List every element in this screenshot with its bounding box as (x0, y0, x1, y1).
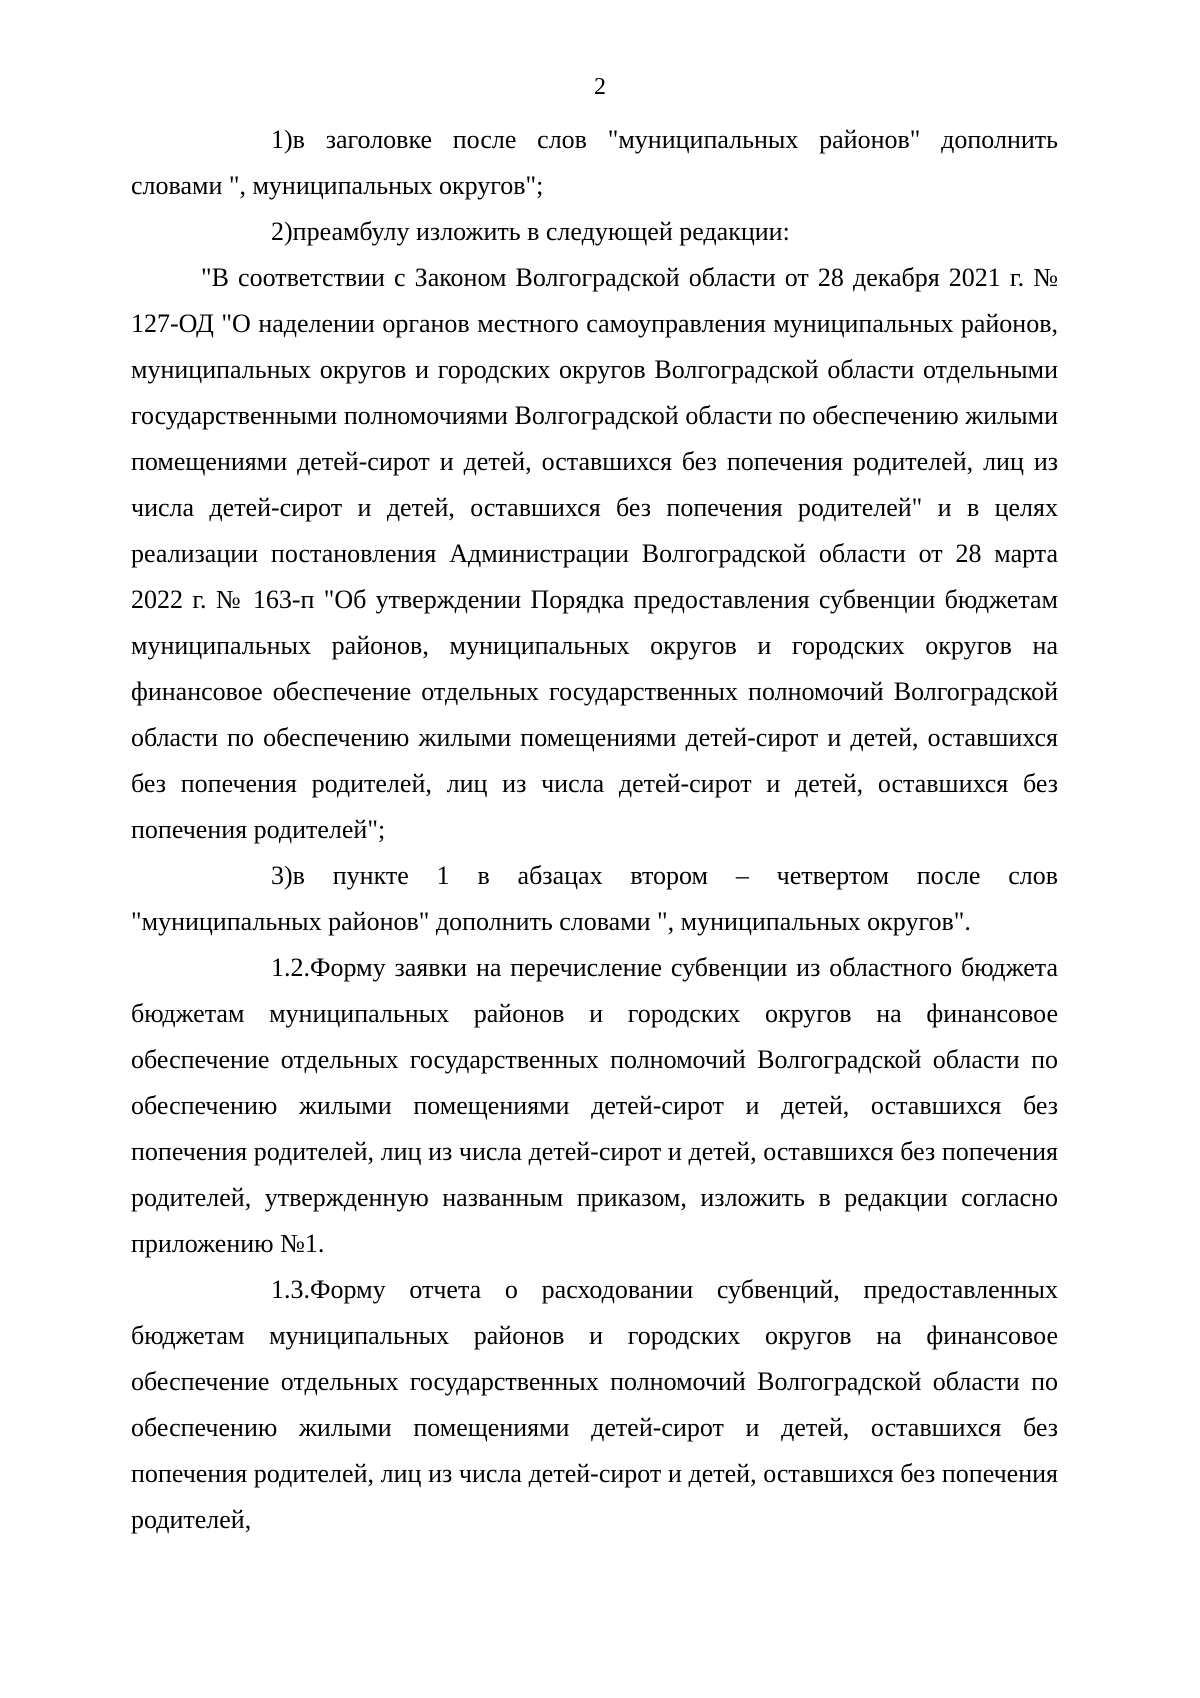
page-number: 2 (594, 74, 606, 100)
paragraph-text: Форму отчета о расходовании субвенций, предоставленных бюджетам муниципальных районов и городских округов на финансовое обеспечение отдельных государственных полномочий Волгоградской области по обеспечению жилыми помещениями детей-сирот и детей, оставшихся без попечения родителей, лиц из числа детей-сирот и детей, оставшихся без попечения родителей, (131, 1275, 1058, 1534)
paragraph-number: 1.3. (271, 1275, 310, 1304)
paragraph-section-1-2 (131, 945, 1058, 1267)
paragraph-number: 1.2. (271, 953, 310, 982)
paragraph-number: 3) (271, 861, 293, 890)
paragraph-text: Форму заявки на перечисление субвенции из областного бюджета бюджетам муниципальных районов и городских округов на финансовое обеспечение отдельных государственных полномочий Волгоградской области по обеспечению жилыми помещениями детей-сирот и детей, оставшихся без попечения родителей, лиц из числа детей-сирот и детей, оставшихся без попечения родителей, утвержденную названным приказом, изложить в редакции согласно приложению №1. (131, 953, 1058, 1258)
paragraph-text: в заголовке после слов "муниципальных районов" дополнить словами ", муниципальных округов"; (131, 125, 1058, 200)
paragraph-text: "В соответствии с Законом Волгоградской области от 28 декабря 2021 г. № 127-ОД "О наделении органов местного самоуправления муниципальных районов, муниципальных округов и городских округов Волгоградской области отдельными государственными полномочиями Волгоградской области по обеспечению жилыми помещениями детей-сирот и детей, оставшихся без попечения родителей, лиц из числа детей-сирот и детей, оставшихся без попечения родителей" и в целях реализации постановления Администрации Волгоградской области от 28 марта 2022 г. № 163-п "Об утверждении Порядка предоставления субвенции бюджетам муниципальных районов, муниципальных округов и городских округов на финансовое обеспечение отдельных государственных полномочий Волгоградской области по обеспечению жилыми помещениями детей-сирот и детей, оставшихся без попечения родителей, лиц из числа детей-сирот и детей, оставшихся без попечения родителей"; (131, 263, 1058, 844)
paragraph-item-3 (131, 853, 1058, 945)
paragraph-number: 1) (271, 125, 293, 154)
document-body (131, 117, 1058, 1543)
paragraph-text: в пункте 1 в абзацах втором – четвертом после слов "муниципальных районов" дополнить словами ", муниципальных округов". (131, 861, 1058, 936)
paragraph-item-1 (131, 117, 1058, 209)
paragraph-item-2 (131, 209, 1058, 255)
paragraph-text: преамбулу изложить в следующей редакции: (292, 217, 790, 246)
paragraph-section-1-3 (131, 1267, 1058, 1543)
paragraph-preamble-text (131, 255, 1058, 853)
paragraph-number: 2) (271, 217, 293, 246)
